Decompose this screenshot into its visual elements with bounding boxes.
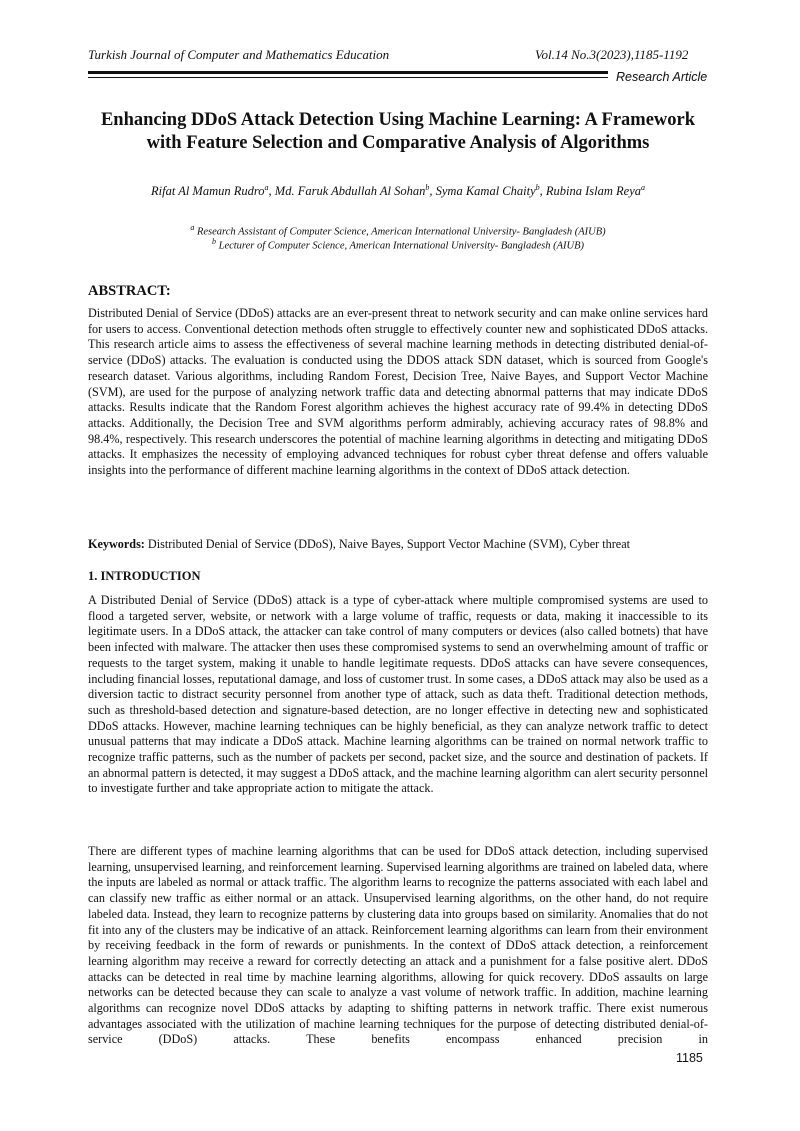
header-rule-thin [88,77,608,78]
affiliation-mark: b [211,237,216,246]
author-sep: , [268,184,275,199]
author-sep: , [429,184,436,199]
affiliation-text: Lecturer of Computer Science, American International University- Bangladesh (AIUB) [218,240,584,252]
page-number: 1185 [676,1051,703,1065]
author-mark: a [641,183,645,192]
paragraph: A Distributed Denial of Service (DDoS) attack is a type of cyber-attack where multiple compromised systems are used to flood a targeted server, website, or network with a large volume of traffic, requests or data, making it inaccessible to its legitimate users. In a DDoS attack, the attacker can take control of many computers or devices (also called botnets) that have been infected with malware. The attacker then uses these compromised systems to send an overwhelming amount of traffic or requests to the target system, making it unable to handle legitimate requests. DDoS attacks can have severe consequences, including financial losses, reputational damage, and loss of customer trust. In some cases, a DDoS attack may also be used as a diversion tactic to distract security personnel from another type of attack, such as data theft. Traditional detection methods, such as threshold-based detection and signature-based detection, are no longer effective in detecting new and sophisticated DDoS attacks. However, machine learning techniques can be highly beneficial, as they can analyze network traffic to detect unusual patterns that may indicate a DDoS attack. Machine learning algorithms can be trained on normal network traffic to recognize traffic patterns, such as the number of packets per second, packet size, and the source and destination of packets. If an abnormal pattern is detected, it may suggest a DDoS attack, and the machine learning algorithm can alert security personnel to investigate further and take appropriate action to mitigate the attack. [88,593,708,796]
author-list [88,183,708,199]
abstract-heading: ABSTRACT: [88,283,171,299]
author-name: Md. Faruk Abdullah Al Sohan [274,184,426,199]
keywords [88,537,708,552]
paragraph: There are different types of machine learning algorithms that can be used for DDoS attack detection, including supervised learning, unsupervised learning, and reinforcement learning. Supervised learning algorithms are trained on labeled data, where the inputs are labeled as normal or attack traffic. The algorithm learns to recognize the patterns associated with each label and can classify new traffic as either normal or an attack. Unsupervised learning algorithms, on the other hand, do not require labeled data. Instead, they learn to recognize patterns by clustering data into groups based on similarity. Anomalies that do not fit into any of the clusters may be indicative of an attack. Reinforcement learning algorithms can learn from their environment by receiving feedback in the form of rewards or punishments. In the context of DDoS attack detection, a reinforcement learning algorithm may receive a reward for correctly detecting an attack and a punishment for a false positive alert. DDoS attacks can be detected in real time by machine learning algorithms, allowing for quick recovery. DDoS assaults on large networks can be detected because they can scale to analyze a vast volume of network traffic. In addition, machine learning algorithms can recognize novel DDoS attacks by adapting to shifting patterns in network traffic. There exist numerous advantages associated with the utilization of machine learning techniques for the purpose of detecting distributed denial-of-service (DDoS) attacks. These benefits encompass enhanced precision in [88,844,708,1047]
journal-name: Turkish Journal of Computer and Mathematics Education [88,47,390,62]
affiliation [88,223,708,238]
author-name: Rubina Islam Reya [545,184,641,199]
affiliation-text: Research Assistant of Computer Science, American International University- Bangladesh (AIUB) [196,226,606,238]
author-mark: a [264,183,269,192]
author-name: Syma Kamal Chaity [435,184,536,199]
author-name: Rifat Al Mamun Rudro [151,184,265,199]
header-rule-thick [88,71,608,74]
author-sep: , [539,184,546,199]
keywords-text: Distributed Denial of Service (DDoS), Naive Bayes, Support Vector Machine (SVM), Cyber threat [144,537,631,551]
volume-info: Vol.14 No.3(2023),1185-1192 [535,47,689,62]
article-type: Research Article [616,70,708,84]
affiliation-mark: a [190,223,195,232]
abstract-text: Distributed Denial of Service (DDoS) attacks are an ever-present threat to network security and can make online services hard for users to access. Conventional detection methods often struggle to effectively counter new and sophisticated DDoS attacks. This research article aims to assess the effectiveness of several machine learning methods in detecting distributed denial-of-service (DDoS) attacks. The evaluation is conducted using the DDOS attack SDN dataset, which is sourced from Google's research dataset. Various algorithms, including Random Forest, Decision Tree, Naive Bayes, and Support Vector Machine (SVM), are used for the purpose of analyzing network traffic data and detecting abnormal patterns that may indicate DDoS attacks. Results indicate that the Random Forest algorithm achieves the highest accuracy rate of 99.4% in detecting DDoS attacks. Additionally, the Decision Tree and SVM algorithms perform admirably, achieving accuracy rates of 98.8% and 98.4%, respectively. This research underscores the potential of machine learning algorithms in detecting and mitigating DDoS attacks. It emphasizes the necessity of employing advanced techniques for robust cyber threat defense and offers valuable insights into the performance of different machine learning algorithms in the context of DDoS attack detection. [88,306,708,478]
affiliation [88,237,708,252]
paper-title: Enhancing DDoS Attack Detection Using Machine Learning: A Framework with Feature Selection and Comparative Analysis of Algorithms [100,110,696,153]
author-mark: b [425,183,430,192]
section-heading: 1. INTRODUCTION [88,569,201,583]
keywords-label: Keywords: [88,537,145,551]
author-mark: b [535,183,540,192]
